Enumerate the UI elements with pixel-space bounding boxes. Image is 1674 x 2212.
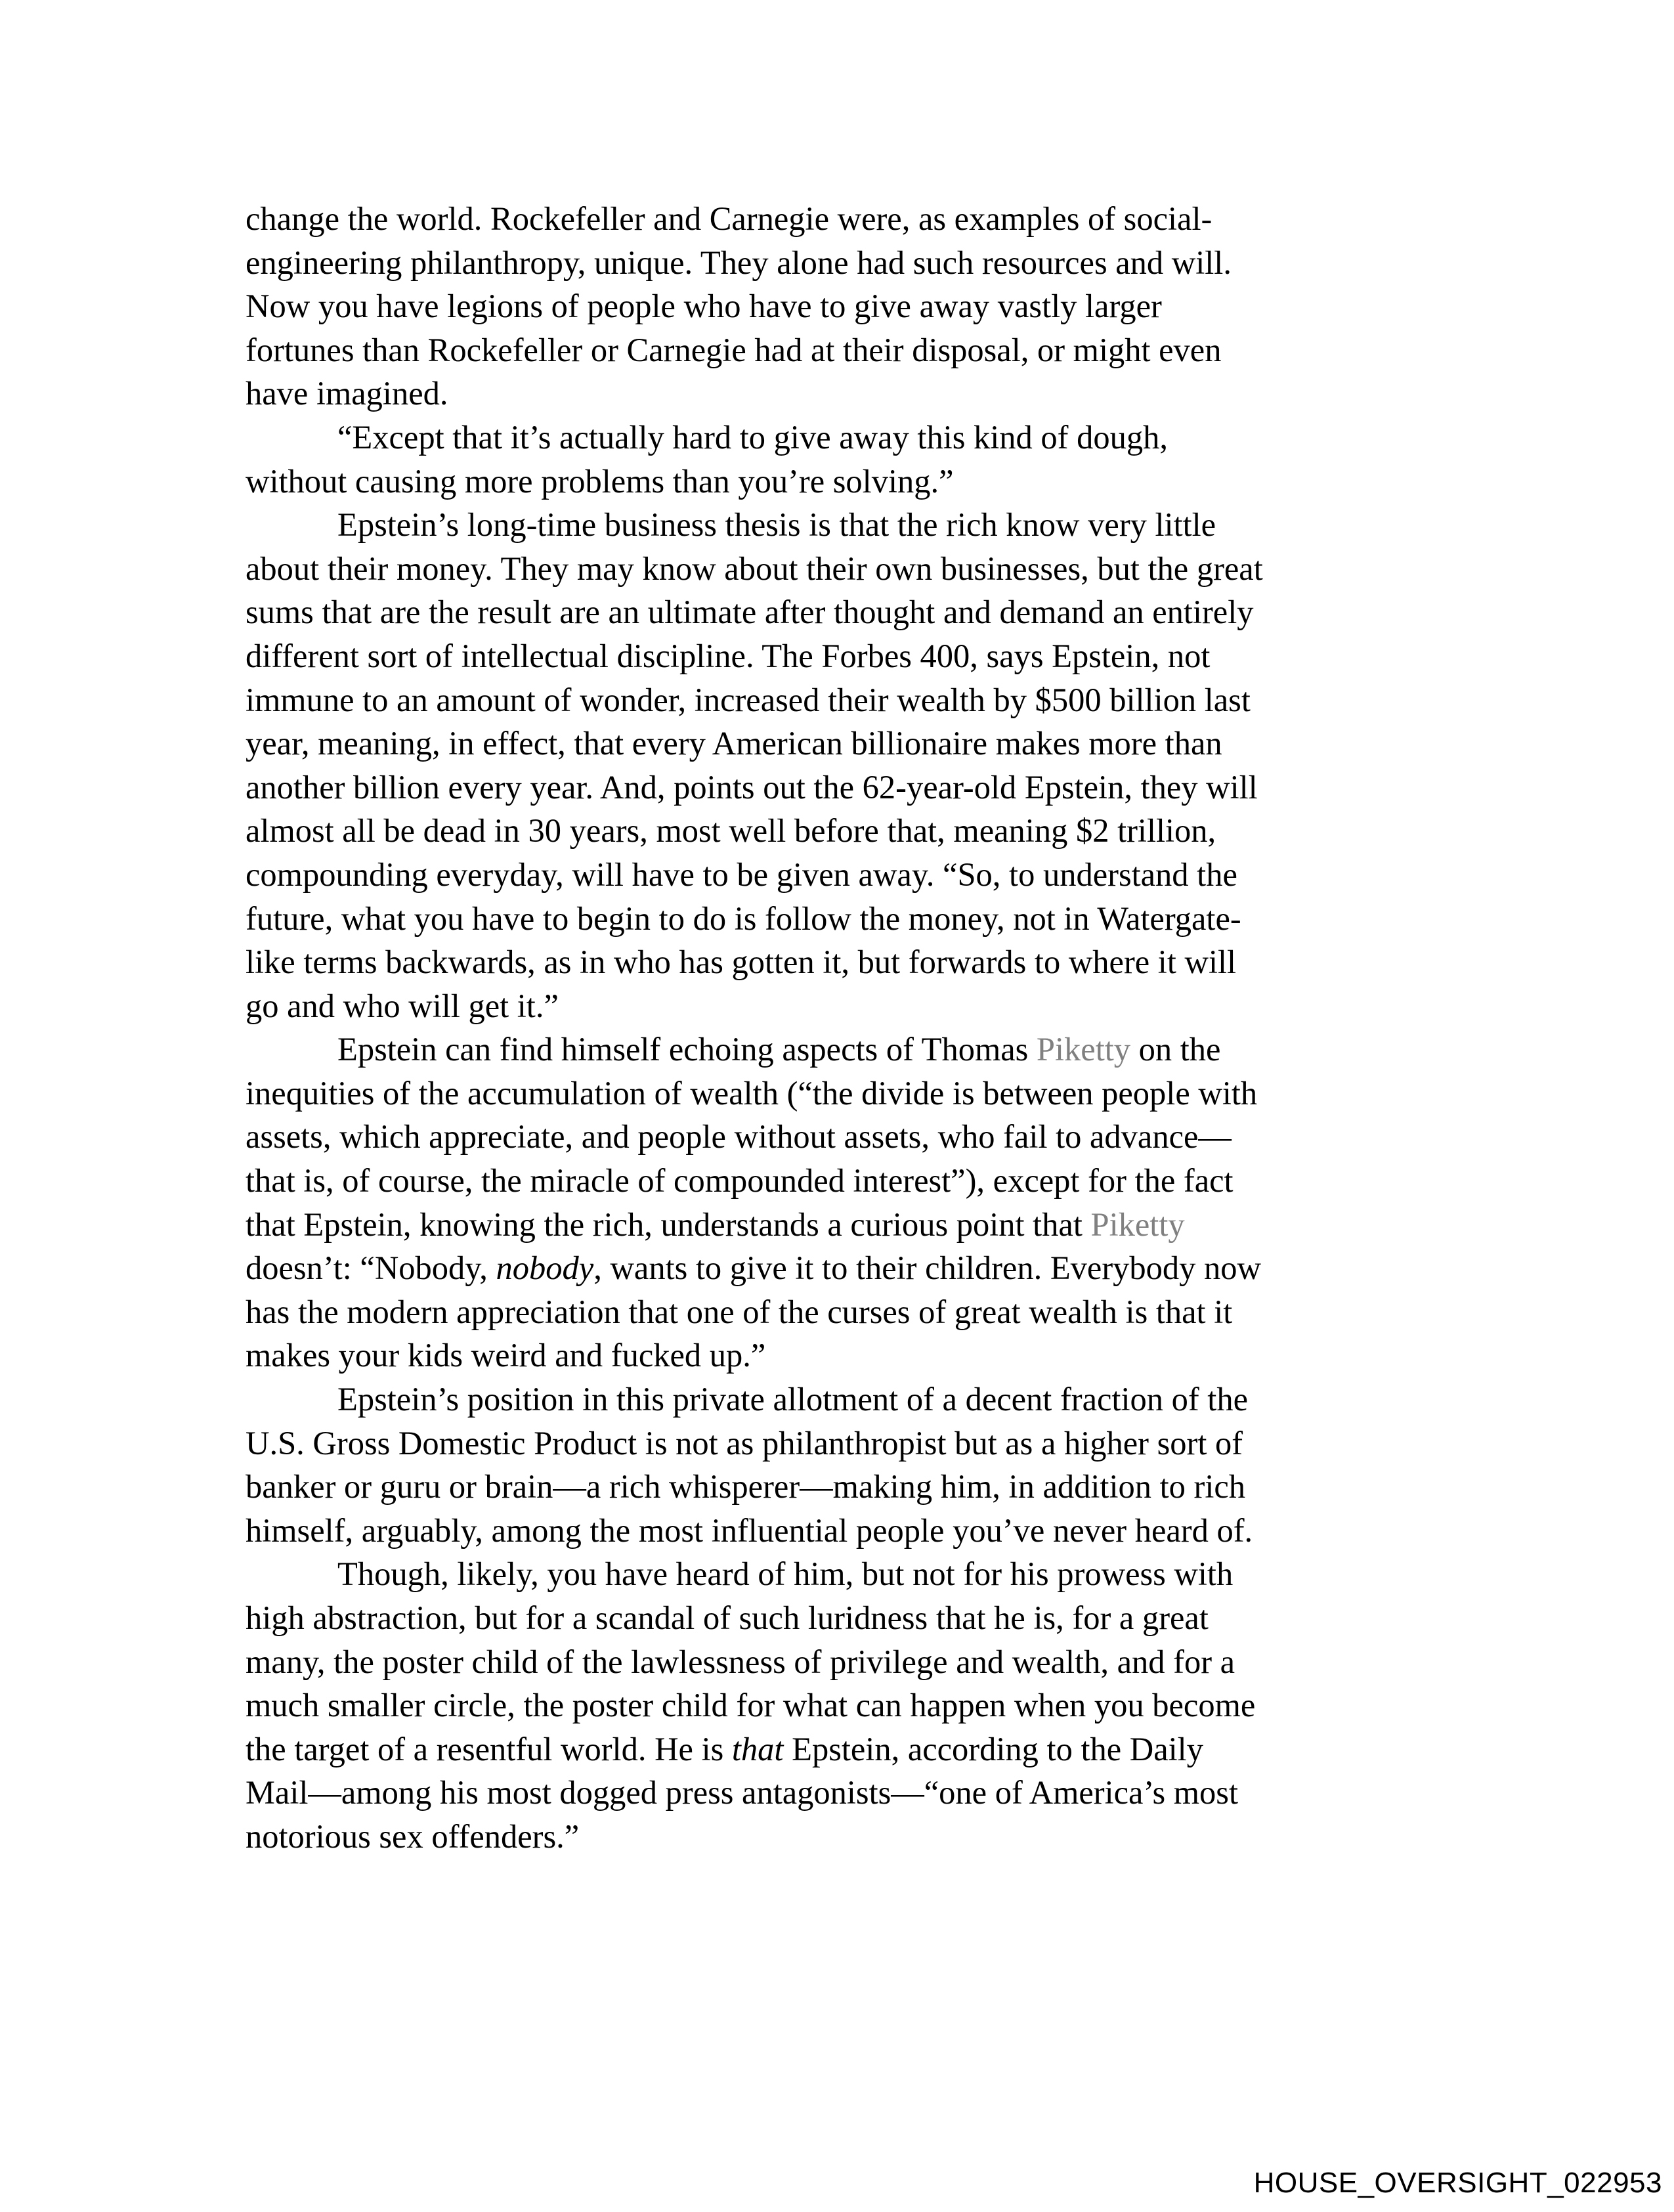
- text-line: [246, 1028, 1427, 1072]
- text-run: on the: [1130, 1031, 1221, 1068]
- text-line: [246, 503, 1427, 547]
- text-line: [246, 1683, 1427, 1727]
- text-run: notorious sex offenders.”: [246, 1817, 580, 1855]
- text-run: that is, of course, the miracle of compounded interest”), except for the fact: [246, 1162, 1234, 1200]
- text-line: [246, 722, 1427, 766]
- text-run: high abstraction, but for a scandal of such luridness that he is, for a great: [246, 1599, 1209, 1636]
- text-run: without causing more problems than you’re solving.”: [246, 462, 954, 500]
- text-run: go and who will get it.”: [246, 987, 559, 1024]
- text-run: banker or guru or brain—a rich whisperer—making him, in addition to rich: [246, 1468, 1246, 1506]
- name-reference: Piketty: [1036, 1031, 1131, 1068]
- paragraph: [246, 1028, 1427, 1377]
- text-line: [246, 1421, 1427, 1465]
- text-run: change the world. Rockefeller and Carnegie were, as examples of social-: [246, 200, 1213, 237]
- text-line: [246, 766, 1427, 810]
- text-run: that Epstein, knowing the rich, understands a curious point that: [246, 1205, 1091, 1243]
- text-run: engineering philanthropy, unique. They alone had such resources and will.: [246, 244, 1232, 281]
- text-run: many, the poster child of the lawlessness of privilege and wealth, and for a: [246, 1643, 1235, 1680]
- text-run: U.S. Gross Domestic Product is not as philanthropist but as a higher sort of: [246, 1424, 1243, 1462]
- text-line: [246, 1727, 1427, 1771]
- text-line: [246, 634, 1427, 678]
- name-reference: Piketty: [1090, 1205, 1185, 1243]
- emphasis-text: nobody: [496, 1249, 594, 1287]
- text-run: Epstein’s position in this private allotment of a decent fraction of the: [337, 1381, 1248, 1418]
- text-run: Mail—among his most dogged press antagonists—“one of America’s most: [246, 1774, 1238, 1811]
- text-run: year, meaning, in effect, that every American billionaire makes more than: [246, 725, 1222, 762]
- text-line: [246, 897, 1427, 941]
- text-line: [246, 1640, 1427, 1684]
- text-run: Epstein can find himself echoing aspects of Thomas: [337, 1031, 1037, 1068]
- text-run: the target of a resentful world. He is: [246, 1730, 732, 1767]
- text-run: “Except that it’s actually hard to give away this kind of dough,: [337, 418, 1168, 456]
- text-line: [246, 1159, 1427, 1203]
- text-run: doesn’t: “Nobody,: [246, 1249, 496, 1287]
- text-line: [246, 940, 1427, 984]
- text-line: [246, 984, 1427, 1028]
- text-run: different sort of intellectual discipline. The Forbes 400, says Epstein, not: [246, 637, 1211, 674]
- paragraph: [246, 1377, 1427, 1552]
- paragraph: [246, 503, 1427, 1028]
- bates-number: HOUSE_OVERSIGHT_022953: [1253, 2167, 1662, 2199]
- text-run: himself, arguably, among the most influential people you’ve never heard of.: [246, 1511, 1253, 1549]
- text-run: almost all be dead in 30 years, most well before that, meaning $2 trillion,: [246, 812, 1216, 850]
- text-line: [246, 1377, 1427, 1421]
- text-line: [246, 1115, 1427, 1159]
- paragraph: [246, 1552, 1427, 1858]
- text-line: [246, 1552, 1427, 1596]
- text-run: inequities of the accumulation of wealth (“the divide is between people with: [246, 1074, 1258, 1112]
- text-line: [246, 372, 1427, 416]
- text-line: [246, 1290, 1427, 1334]
- text-line: [246, 1246, 1427, 1290]
- text-run: immune to an amount of wonder, increased their wealth by $500 billion last: [246, 681, 1251, 718]
- text-line: [246, 197, 1427, 241]
- text-line: [246, 1334, 1427, 1377]
- text-line: [246, 416, 1427, 460]
- text-line: [246, 809, 1427, 853]
- text-run: another billion every year. And, points out the 62-year-old Epstein, they will: [246, 768, 1258, 806]
- text-line: [246, 1771, 1427, 1815]
- text-run: has the modern appreciation that one of the curses of great wealth is that it: [246, 1293, 1233, 1330]
- text-line: [246, 328, 1427, 372]
- text-line: [246, 1596, 1427, 1640]
- text-run: Though, likely, you have heard of him, but not for his prowess with: [337, 1555, 1234, 1593]
- text-line: [246, 1509, 1427, 1553]
- text-line: [246, 547, 1427, 591]
- text-line: [246, 590, 1427, 634]
- text-run: sums that are the result are an ultimate after thought and demand an entirely: [246, 594, 1254, 631]
- text-run: Now you have legions of people who have to give away vastly larger: [246, 288, 1162, 325]
- text-line: [246, 1203, 1427, 1247]
- text-run: like terms backwards, as in who has gotten it, but forwards to where it will: [246, 943, 1237, 981]
- text-run: have imagined.: [246, 375, 448, 412]
- text-run: much smaller circle, the poster child for what can happen when you become: [246, 1687, 1256, 1724]
- text-run: assets, which appreciate, and people without assets, who fail to advance—: [246, 1118, 1232, 1156]
- text-run: future, what you have to begin to do is follow the money, not in Watergate-: [246, 900, 1241, 937]
- text-line: [246, 1465, 1427, 1509]
- text-line: [246, 284, 1427, 328]
- text-line: [246, 853, 1427, 897]
- article-body: [246, 197, 1427, 1859]
- text-line: [246, 1072, 1427, 1116]
- text-run: , wants to give it to their children. Everybody now: [593, 1249, 1261, 1287]
- text-line: [246, 460, 1427, 504]
- paragraph: [246, 197, 1427, 416]
- text-run: fortunes than Rockefeller or Carnegie had at their disposal, or might even: [246, 331, 1222, 368]
- emphasis-text: that: [731, 1730, 784, 1767]
- text-run: makes your kids weird and fucked up.”: [246, 1337, 766, 1374]
- text-run: Epstein’s long-time business thesis is that the rich know very little: [337, 506, 1216, 544]
- text-run: compounding everyday, will have to be given away. “So, to understand the: [246, 856, 1237, 893]
- text-line: [246, 1815, 1427, 1859]
- text-run: about their money. They may know about their own businesses, but the great: [246, 550, 1263, 587]
- text-run: Epstein, according to the Daily: [783, 1730, 1203, 1767]
- paragraph: [246, 416, 1427, 503]
- text-line: [246, 678, 1427, 722]
- text-line: [246, 241, 1427, 285]
